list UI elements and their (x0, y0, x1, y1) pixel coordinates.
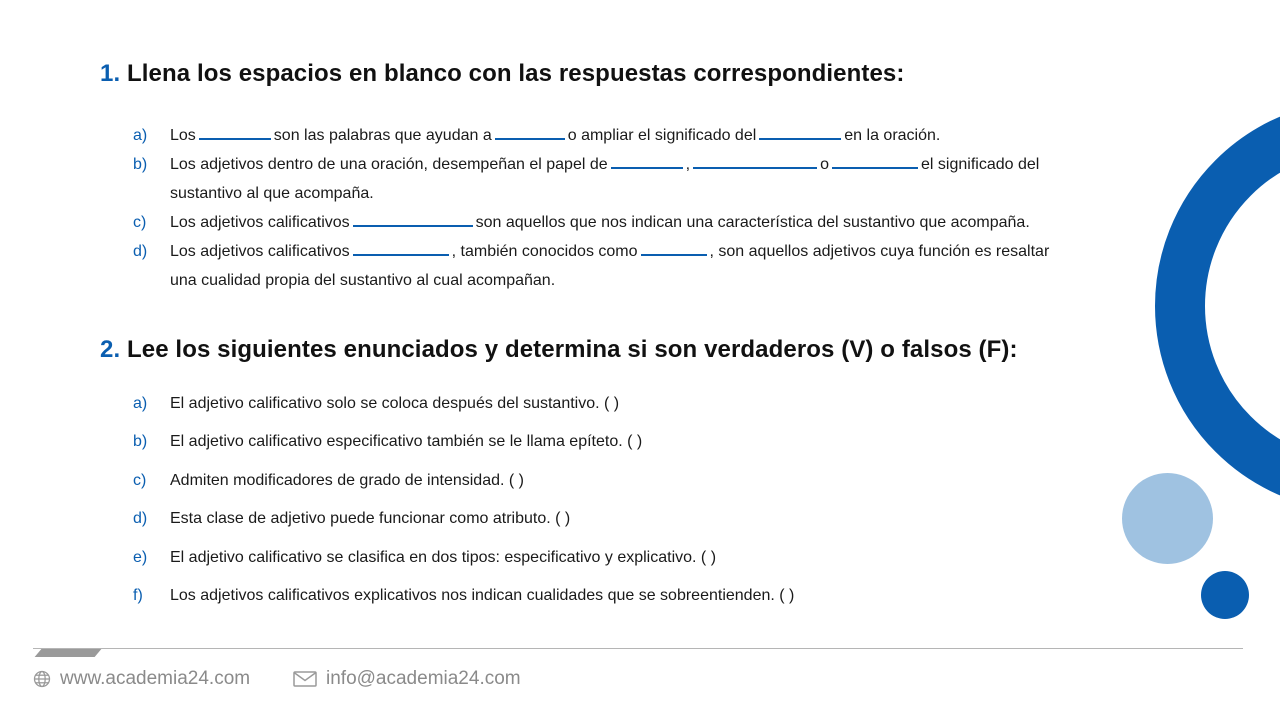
item-text: son las palabras que ayudan a (273, 127, 492, 144)
section1-number: 1. (100, 60, 121, 87)
footer-website[interactable] (33, 668, 250, 690)
website-link[interactable]: www.academia24.com (60, 668, 251, 689)
item-text: o (820, 156, 830, 173)
list-item (133, 121, 1053, 150)
item-text: el significado del sustantivo al que acompaña. (170, 156, 1040, 202)
section1-heading (100, 60, 904, 88)
item-letter: a) (133, 395, 148, 412)
list-item (133, 507, 1033, 545)
item-text: en la oración. (844, 127, 941, 144)
item-letter: f) (133, 586, 143, 604)
blank-line[interactable] (353, 211, 473, 227)
item-text: , también conocidos como (451, 243, 638, 260)
footer-accent-tab (35, 649, 102, 657)
fill-blank-list (133, 121, 1053, 295)
blank-line[interactable] (693, 153, 817, 169)
blank-line[interactable] (199, 124, 271, 140)
blank-line[interactable] (759, 124, 841, 140)
globe-icon (33, 670, 51, 688)
footer-divider (33, 648, 1243, 649)
list-item (133, 584, 1033, 622)
decorative-circle-light (1122, 473, 1213, 564)
blank-line[interactable] (611, 153, 683, 169)
item-letter: b) (133, 433, 148, 451)
item-letter: e) (133, 548, 148, 566)
section2-title: Lee los siguientes enunciados y determina si son verdaderos (V) o falsos (F): (127, 336, 1018, 363)
blank-line[interactable] (495, 124, 565, 140)
item-letter: a) (133, 127, 148, 144)
true-false-list (133, 392, 1033, 622)
item-text: Los adjetivos calificativos (170, 243, 350, 260)
envelope-icon (293, 671, 317, 687)
list-item (133, 469, 1033, 507)
item-text: El adjetivo calificativo solo se coloca después del sustantivo. ( ) (170, 395, 620, 412)
item-text: , son aquellos adjetivos cuya función es resaltar una cualidad propia del sustantivo al cual acompañan. (170, 243, 1050, 289)
item-text: Los adjetivos dentro de una oración, desempeñan el papel de (170, 156, 608, 173)
section1-title: Llena los espacios en blanco con las respuestas correspondientes: (127, 60, 905, 87)
item-text: El adjetivo calificativo se clasifica en dos tipos: especificativo y explicativo. ( ) (170, 548, 717, 566)
list-item (133, 208, 1053, 237)
item-text: El adjetivo calificativo especificativo también se le llama epíteto. ( ) (170, 433, 643, 451)
list-item (133, 430, 1033, 468)
item-text: o ampliar el significado del (567, 127, 757, 144)
item-letter: d) (133, 243, 148, 260)
email-link[interactable]: info@academia24.com (326, 668, 521, 689)
item-letter: d) (133, 510, 148, 528)
item-letter: c) (133, 214, 147, 231)
blank-line[interactable] (832, 153, 918, 169)
item-text: Admiten modificadores de grado de intensidad. ( ) (170, 471, 524, 489)
blank-line[interactable] (353, 240, 449, 256)
decorative-circle-dark (1201, 571, 1249, 619)
item-letter: c) (133, 471, 147, 489)
list-item (133, 392, 1033, 430)
section2-heading (100, 336, 1018, 364)
item-text: son aquellos que nos indican una característica del sustantivo que acompaña. (475, 214, 1030, 231)
item-text: Los adjetivos calificativos explicativos nos indican cualidades que se sobreentienden. ( ) (170, 586, 795, 604)
item-text: , (685, 156, 691, 173)
item-text: Esta clase de adjetivo puede funcionar como atributo. ( ) (170, 510, 571, 528)
item-text: Los (170, 127, 196, 144)
footer-email[interactable] (293, 668, 521, 690)
item-text: Los adjetivos calificativos (170, 214, 350, 231)
list-item (133, 150, 1053, 208)
blank-line[interactable] (641, 240, 707, 256)
decorative-ring (1155, 100, 1280, 512)
item-letter: b) (133, 156, 148, 173)
section2-number: 2. (100, 336, 121, 363)
list-item (133, 546, 1033, 584)
list-item (133, 237, 1053, 295)
